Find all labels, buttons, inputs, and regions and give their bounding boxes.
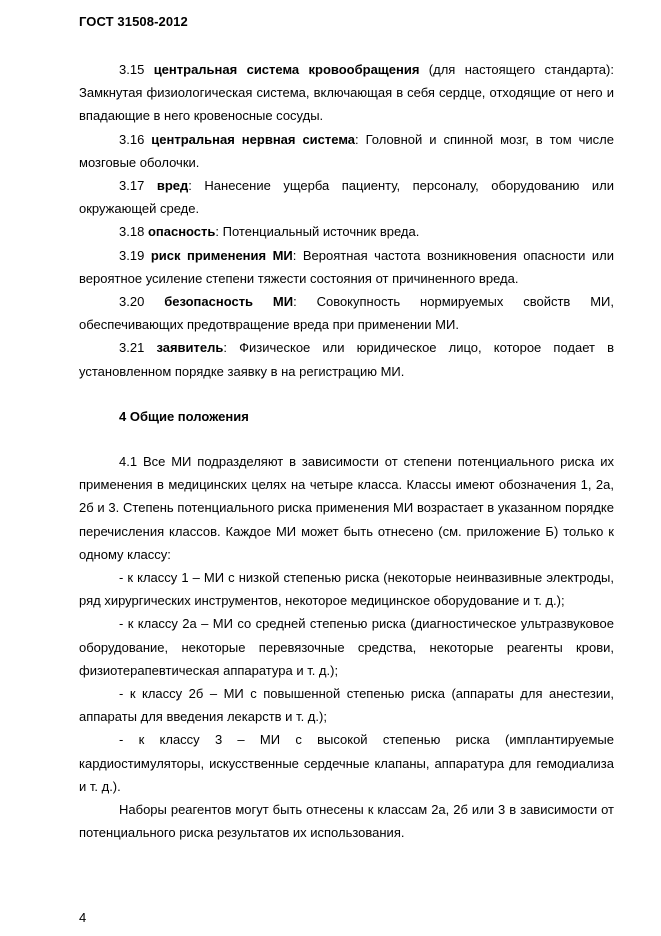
definition-text: (для настоящего стандарта): Замкнутая физиологическая система, включающая в себя сердце, отходящие от него и впадающие в него кровеносные сосуды. [79,62,614,124]
definition-text: : Головной и спинной мозг, в том числе мозговые оболочки. [79,131,614,170]
definition-number: 3.16 [119,131,145,147]
class-list-item: - к классу 2а – МИ со средней степенью риска (диагностическое ультразвуковое оборудование, некоторые перевязочные средства, некоторые реагенты крови, физиотерапевтическая аппаратура и т. д.); [79,616,614,678]
definition-number: 3.19 [119,247,145,263]
class-list-item: - к классу 1 – МИ с низкой степенью риска (некоторые неинвазивные электроды, ряд хирургических инструментов, некоторое медицинское оборудование и т. д.); [79,570,614,609]
section-paragraph-4-1: 4.1 Все МИ подразделяют в зависимости от степени потенциального риска их применения в медицинских целях на четыре класса. Классы имеют обозначения 1, 2а, 2б и 3. Степень потенциального риска применения МИ возрастает в указанном порядке перечисления классов. Каждое МИ может быть отнесено (см. приложение Б) только к одному классу: [79,454,614,562]
definition-text: : Потенциальный источник вреда. [215,224,420,240]
definition-text: : Совокупность нормируемых свойств МИ, обеспечивающих предотвращение вреда при применении МИ. [79,294,614,333]
document-header: ГОСТ 31508-2012 [79,14,188,29]
definition-3-17 [79,174,614,220]
definition-number: 3.21 [119,340,145,356]
class-list-item: - к классу 3 – МИ с высокой степенью риска (имплантируемые кардиостимуляторы, искусственные сердечные клапаны, аппаратура для гемодиализа и т. д.). [79,732,614,794]
definition-text: : Вероятная частота возникновения опасности или вероятное усиление степени тяжести состояния от причиненного вреда. [79,247,614,286]
definition-term: опасность [147,224,216,240]
page-number: 4 [79,910,87,925]
definition-term: вред [156,178,189,194]
definition-3-21 [79,336,614,382]
document-body [79,58,614,845]
definition-number: 3.20 [119,294,145,310]
definition-number: 3.15 [119,62,145,77]
section-title: 4 Общие положения [119,408,249,424]
definition-3-15 [79,58,614,128]
class-list-item: - к классу 2б – МИ с повышенной степенью риска (аппараты для анестезии, аппараты для введения лекарств и т. д.); [79,686,614,725]
definition-number: 3.18 [119,224,145,240]
definition-3-16 [79,128,614,174]
section-closing-paragraph: Наборы реагентов могут быть отнесены к классам 2а, 2б или 3 в зависимости от потенциального риска результатов их использования. [79,802,614,841]
definition-term: безопасность МИ [164,294,294,310]
definition-term: риск применения МИ [150,247,293,263]
definition-term: заявитель [156,340,224,356]
definition-term: центральная система кровообращения [153,62,420,77]
definition-3-20 [79,290,614,336]
definition-text: : Нанесение ущерба пациенту, персоналу, оборудованию или окружающей среде. [79,178,614,217]
definition-3-18 [79,220,614,243]
definition-term: центральная нервная система [151,131,356,147]
definition-number: 3.17 [119,178,145,194]
definition-text: : Физическое или юридическое лицо, которое подает в установленном порядке заявку в на регистрацию МИ. [79,340,614,379]
definition-3-19 [79,244,614,290]
